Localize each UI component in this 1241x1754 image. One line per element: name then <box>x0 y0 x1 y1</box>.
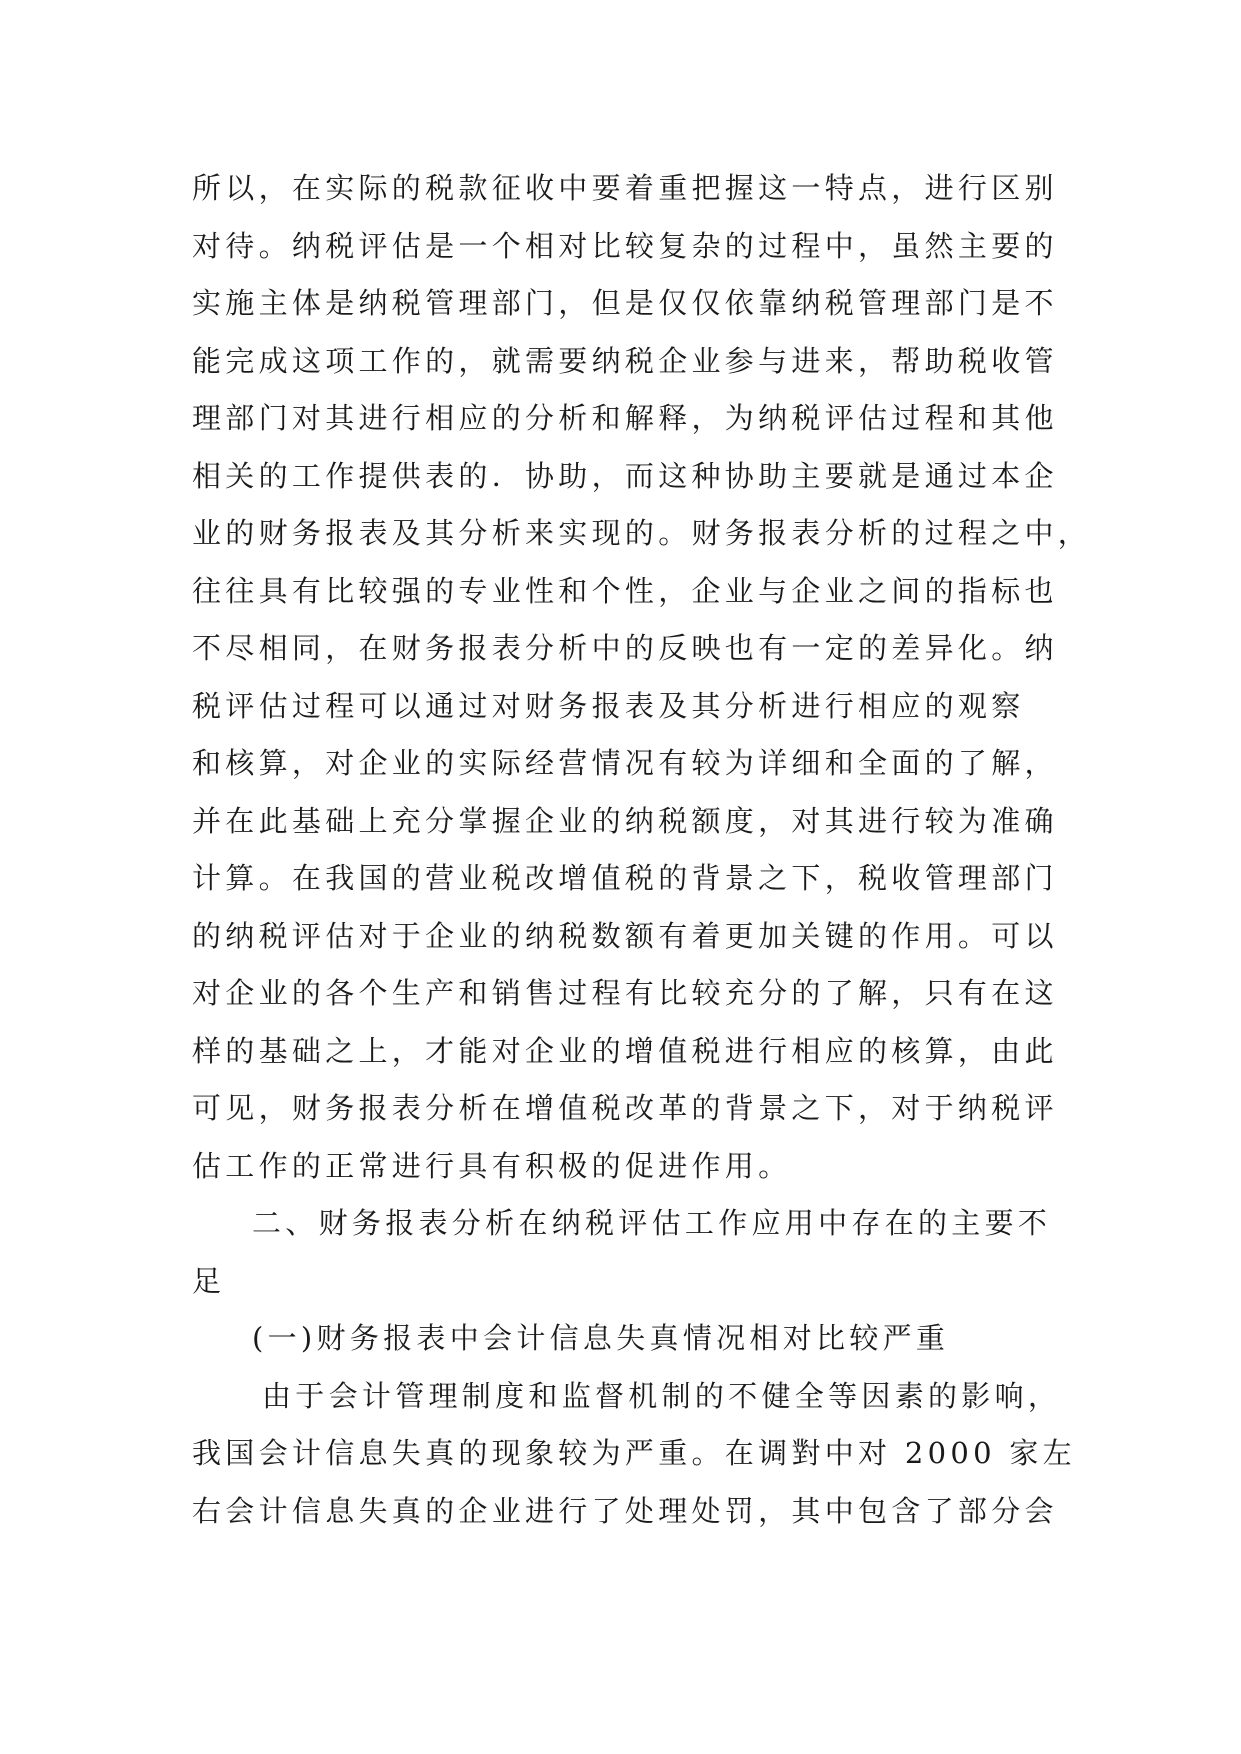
body-text-line: 能完成这项工作的，就需要纳税企业参与进来，帮助税收管 <box>192 343 1058 378</box>
body-text-line: 样的基础之上，才能对企业的增值税进行相应的核算，由此 <box>192 1033 1058 1068</box>
body-text-line: 估工作的正常进行具有积极的促进作用。 <box>192 1148 792 1183</box>
body-text-line: 对企业的各个生产和销售过程有比较充分的了解，只有在这 <box>192 976 1058 1010</box>
section-heading-continuation: 足 <box>192 1263 226 1298</box>
body-text-line: 不尽相同，在财务报表分析中的反映也有一定的差异化。纳 <box>192 631 1058 665</box>
body-text-line: 相关的工作提供表的．协助，而这种协助主要就是通过本企 <box>192 458 1058 493</box>
body-text-line: 并在此基础上充分掌握企业的纳税额度，对其进行较为准确 <box>192 803 1058 838</box>
body-text-line: 税评估过程可以通过对财务报表及其分析进行相应的观察 <box>192 688 1025 723</box>
section-heading: 二、财务报表分析在纳税评估工作应用中存在的主要不 <box>252 1206 1052 1240</box>
document-body <box>192 160 1092 1540</box>
body-text-line: 往往具有比较强的专业性和个性，企业与企业之间的指标也 <box>192 573 1058 608</box>
subsection-heading: (一)财务报表中会计信息失真情况相对比较严重 <box>252 1321 950 1355</box>
body-text-line: 和核算，对企业的实际经营情况有较为详细和全面的了解， <box>192 746 1058 780</box>
body-text-line: 我国会计信息失真的现象较为严重。在调對中对 2000 家左 <box>192 1436 1076 1470</box>
body-text-line: 计算。在我国的营业税改增值税的背景之下，税收管理部门 <box>192 861 1058 895</box>
body-text-line: 实施主体是纳税管理部门，但是仅仅依靠纳税管理部门是不 <box>192 286 1058 320</box>
body-text-line: 业的财务报表及其分析来实现的。财务报表分析的过程之中， <box>192 516 1092 550</box>
body-text-line: 右会计信息失真的企业进行了处理处罚，其中包含了部分会 <box>192 1493 1058 1528</box>
body-text-line: 理部门对其进行相应的分析和解释，为纳税评估过程和其他 <box>192 401 1058 435</box>
body-text-line: 对待。纳税评估是一个相对比较复杂的过程中，虽然主要的 <box>192 228 1058 263</box>
body-text-line: 的纳税评估对于企业的纳税数额有着更加关键的作用。可以 <box>192 918 1058 953</box>
paragraph-first-line: 由于会计管理制度和监督机制的不健全等因素的影响， <box>262 1378 1062 1413</box>
body-text-line: 所以，在实际的税款征收中要着重把握这一特点，进行区别 <box>192 171 1058 205</box>
body-text-line: 可见，财务报表分析在增值税改革的背景之下，对于纳税评 <box>192 1091 1058 1125</box>
